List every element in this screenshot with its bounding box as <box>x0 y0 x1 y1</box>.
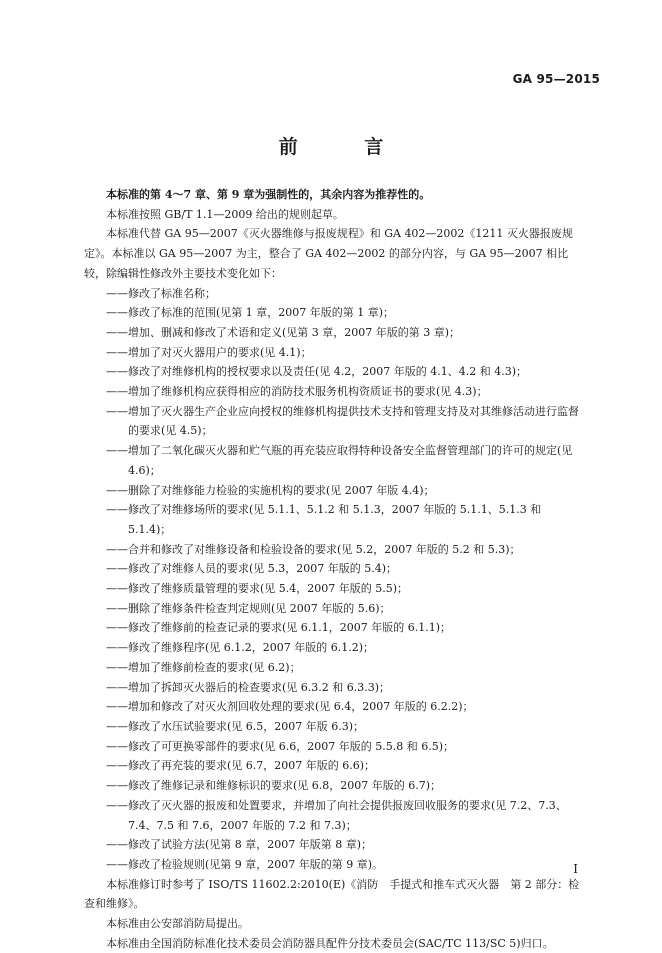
list-item: ——增加了二氧化碳灭火器和贮气瓶的再充装应取得特种设备安全监督管理部门的许可的规定(见 4.6)； <box>106 444 576 477</box>
replacement-paragraph: 本标准代替 GA 95—2007《灭火器维修与报废规程》和 GA 402—2002《1211 灭火器报废规定》。本标准以 GA 95—2007 为主，整合了 GA 402—2002 的部分内容，与 GA 95—2007 相比较，除编辑性修改外主要技术变化如下： <box>84 227 573 280</box>
reference-paragraph: 本标准修订时参考了 ISO/TS 11602.2:2010(E)《消防 手提式和推车式灭火器 第 2 部分：检查和维修》。 <box>84 877 580 911</box>
list-item: ——修改了再充装的要求(见 6.7，2007 年版的 6.6)； <box>106 759 376 773</box>
mandatory-statement: 本标准的第 4～7 章、第 9 章为强制性的，其余内容为推荐性的。 <box>106 188 431 201</box>
changes-list <box>84 284 584 875</box>
list-item: ——增加了拆卸灭火器后的检查要求(见 6.3.2 和 6.3.3)； <box>106 680 391 694</box>
page-number: I <box>573 862 578 876</box>
list-item: ——修改了维修记录和维修标识的要求(见 6.8，2007 年版的 6.7)； <box>106 779 442 793</box>
list-item: ——增加和修改了对灭火剂回收处理的要求(见 6.4，2007 年版的 6.2.2)； <box>106 700 474 714</box>
list-item: ——合并和修改了对维修设备和检验设备的要求(见 5.2，2007 年版的 5.2 和 5.3)； <box>106 542 521 556</box>
list-item: ——修改了维修前的检查记录的要求(见 6.1.1，2007 年版的 6.1.1)； <box>106 621 452 635</box>
list-item: ——删除了维修条件检查判定规则(见 2007 年版的 5.6)； <box>106 601 391 615</box>
list-item: ——增加、删减和修改了术语和定义(见第 3 章，2007 年版的第 3 章)； <box>106 325 461 339</box>
list-item: ——修改了检验规则(见第 9 章，2007 年版的第 9 章)。 <box>106 857 384 871</box>
list-item: ——修改了维修程序(见 6.1.2，2007 年版的 6.1.2)； <box>106 641 375 655</box>
list-item: ——修改了标准名称； <box>106 286 216 300</box>
drafting-rules-paragraph: 本标准按照 GB/T 1.1—2009 给出的规则起草。 <box>106 207 344 221</box>
proposer-paragraph: 本标准由公安部消防局提出。 <box>106 917 249 931</box>
list-item: ——增加了对灭火器用户的要求(见 4.1)； <box>106 345 312 359</box>
list-item: ——增加了维修前检查的要求(见 6.2)； <box>106 660 301 674</box>
committee-paragraph: 本标准由全国消防标准化技术委员会消防器具配件分技术委员会(SAC/TC 113/SC 5)归口。 <box>106 936 554 950</box>
list-item: ——修改了可更换零部件的要求(见 6.6，2007 年版的 5.5.8 和 6.5)； <box>106 739 455 753</box>
list-item: ——修改了对维修人员的要求(见 5.3，2007 年版的 5.4)； <box>106 562 398 576</box>
list-item: ——增加了灭火器生产企业应向授权的维修机构提供技术支持和管理支持及对其维修活动进行监督的要求(见 4.5)； <box>106 404 579 438</box>
list-item: ——修改了对维修机构的授权要求以及责任(见 4.2，2007 年版的 4.1、4.2 和 4.3)； <box>106 365 528 379</box>
page-title: 前 言 <box>278 136 414 158</box>
list-item: ——修改了标准的范围(见第 1 章，2007 年版的第 1 章)； <box>106 306 395 320</box>
list-item: ——修改了试验方法(见第 8 章，2007 年版第 8 章)； <box>106 838 373 852</box>
list-item: ——修改了水压试验要求(见 6.5，2007 年版 6.3)； <box>106 719 365 733</box>
foreword-body <box>84 185 584 953</box>
list-item: ——修改了灭火器的报废和处置要求，并增加了向社会提供报废回收服务的要求(见 7.2、7.3、7.4、7.5 和 7.6，2007 年版的 7.2 和 7.3)； <box>106 798 567 832</box>
list-item: ——修改了对维修场所的要求(见 5.1.1、5.1.2 和 5.1.3，2007 年版的 5.1.1、5.1.3 和 5.1.4)； <box>106 503 545 536</box>
list-item: ——删除了对维修能力检验的实施机构的要求(见 2007 年版 4.4)； <box>106 483 435 497</box>
standard-code: GA 95—2015 <box>512 72 600 86</box>
list-item: ——增加了维修机构应获得相应的消防技术服务机构资质证书的要求(见 4.3)； <box>106 385 488 399</box>
list-item: ——修改了维修质量管理的要求(见 5.4，2007 年版的 5.5)； <box>106 582 409 596</box>
